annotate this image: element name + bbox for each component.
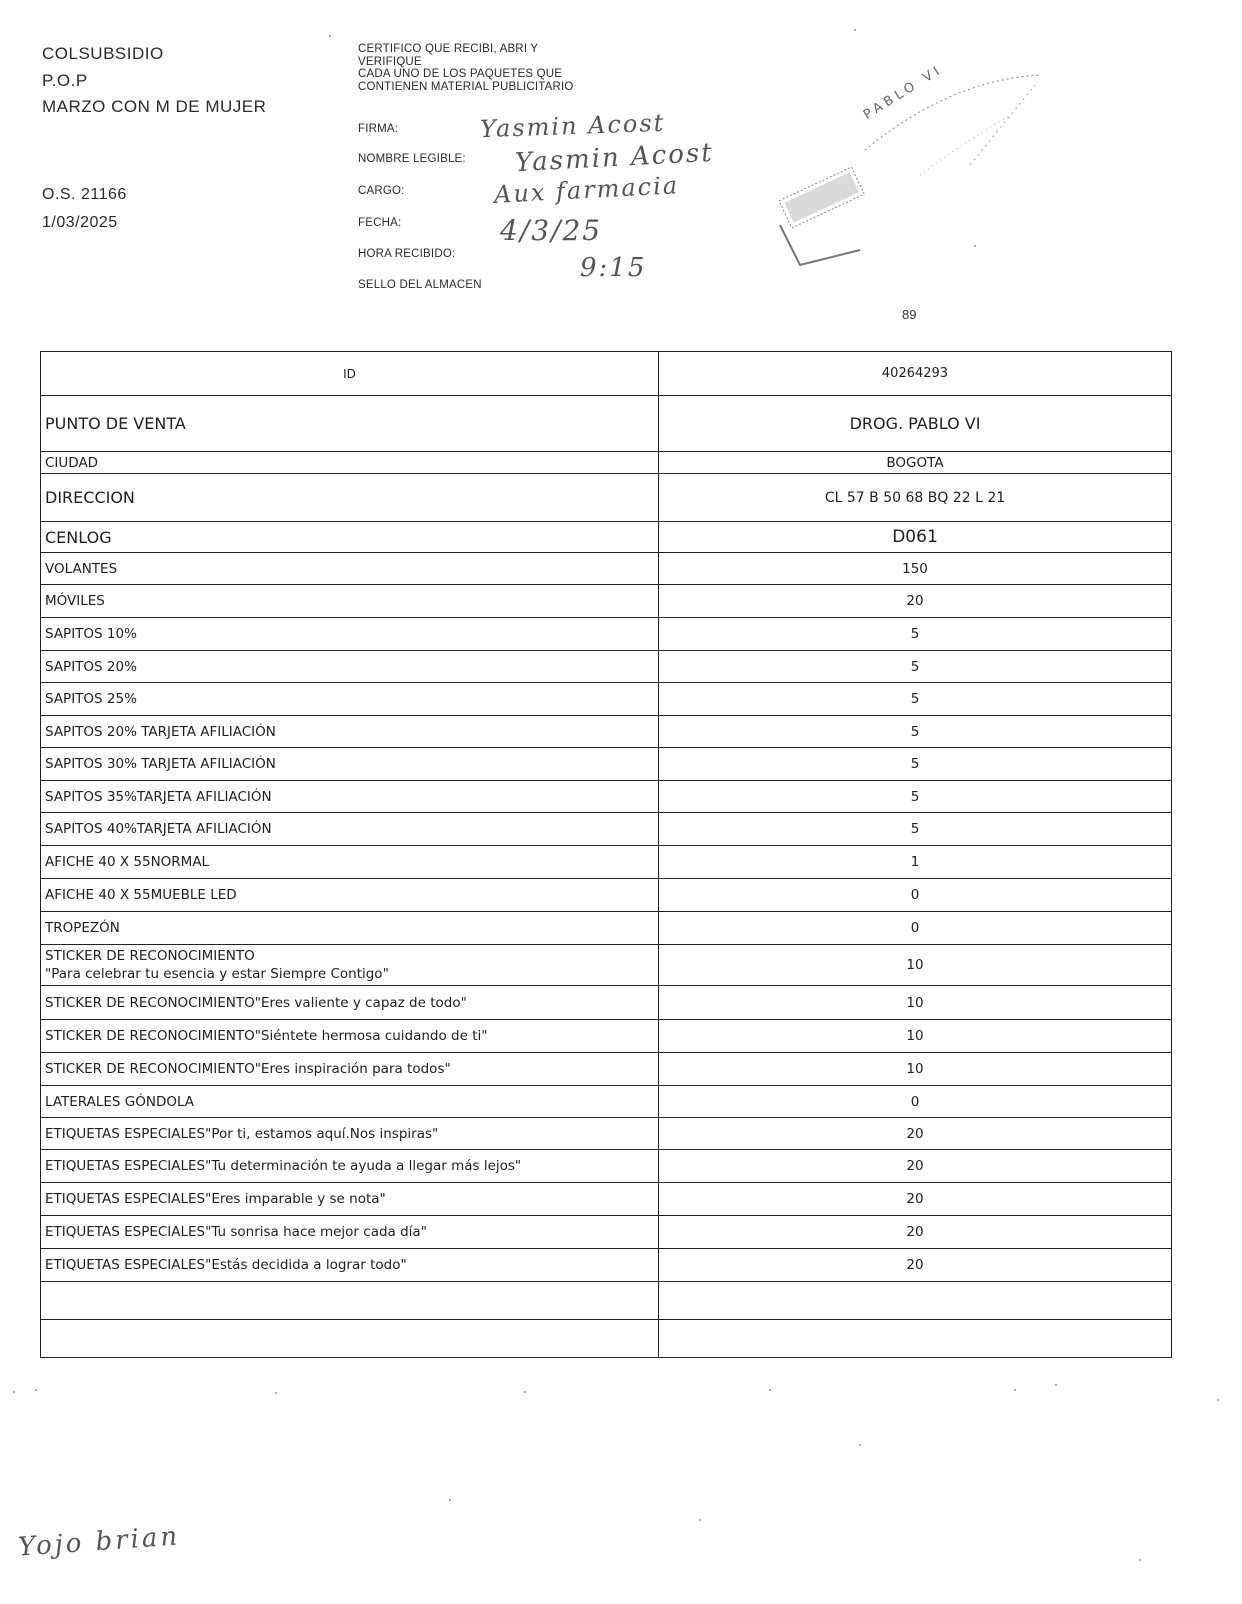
cert-line: CADA UNO DE LOS PAQUETES QUE [358, 68, 563, 80]
field-label-cargo: CARGO: [358, 185, 405, 197]
order-number: O.S. 21166 [42, 186, 127, 203]
row-label: AFICHE 40 X 55NORMAL [41, 846, 659, 879]
row-value: 20 [659, 585, 1172, 618]
row-label: SAPITOS 40%TARJETA AFILIACIÓN [41, 813, 659, 846]
row-value: 5 [659, 683, 1172, 716]
row-label: STICKER DE RECONOCIMIENTO"Eres valiente y capaz de todo" [41, 986, 659, 1020]
row-label: CIUDAD [41, 452, 659, 474]
row-value: 20 [659, 1216, 1172, 1249]
row-label: ETIQUETAS ESPECIALES"Eres imparable y se nota" [41, 1183, 659, 1216]
row-label: SAPITOS 20% TARJETA AFILIACIÓN [41, 716, 659, 748]
row-value: 20 [659, 1150, 1172, 1183]
row-label: SAPITOS 10% [41, 618, 659, 651]
row-value: 20 [659, 1249, 1172, 1282]
cert-line: VERIFIQUE [358, 55, 422, 68]
row-value: 10 [659, 1053, 1172, 1086]
row-value: D061 [659, 522, 1172, 553]
row-value: 5 [659, 651, 1172, 683]
row-value: 20 [659, 1118, 1172, 1150]
header-line: MARZO CON M DE MUJER [42, 97, 267, 116]
footer-signature: Yojo brian [17, 1521, 182, 1563]
row-value: 20 [659, 1183, 1172, 1216]
row-value: 40264293 [659, 352, 1172, 396]
row-label: STICKER DE RECONOCIMIENTO"Eres inspiración para todos" [41, 1053, 659, 1086]
row-value: 0 [659, 879, 1172, 912]
row-label: ETIQUETAS ESPECIALES"Estás decidida a lograr todo" [41, 1249, 659, 1282]
cert-line: CONTIENEN MATERIAL PUBLICITARIO [358, 80, 574, 93]
row-value: 5 [659, 716, 1172, 748]
handwritten-hora: 9:15 [580, 253, 647, 283]
row-value: 150 [659, 553, 1172, 585]
row-label: LATERALES GÓNDOLA [41, 1086, 659, 1118]
handwritten-fecha: 4/3/25 [500, 214, 603, 247]
header-line: COLSUBSIDIO [42, 44, 164, 63]
handwritten-cargo: Aux farmacia [493, 171, 680, 209]
row-value: 10 [659, 1020, 1172, 1053]
row-label: VOLANTES [41, 553, 659, 585]
row-label: SAPITOS 30% TARJETA AFILIACIÓN [41, 748, 659, 781]
header-line: P.O.P [42, 71, 88, 90]
row-label: DIRECCION [41, 474, 659, 522]
row-value: 10 [659, 945, 1172, 986]
row-label: ID [41, 352, 659, 396]
row-label: STICKER DE RECONOCIMIENTO "Para celebrar tu esencia y estar Siempre Contigo" [41, 945, 659, 986]
row-label: CENLOG [41, 522, 659, 553]
stamp-text: PABLO VI [860, 62, 946, 123]
row-label: TROPEZÓN [41, 912, 659, 945]
row-value: 5 [659, 618, 1172, 651]
row-label: ETIQUETAS ESPECIALES"Tu determinación te ayuda a llegar más lejos" [41, 1150, 659, 1183]
row-value: BOGOTA [659, 452, 1172, 474]
field-label-sello: SELLO DEL ALMACEN [358, 279, 482, 291]
handwritten-nombre: Yasmin Acost [514, 137, 715, 179]
field-label-hora: HORA RECIBIDO: [358, 248, 456, 260]
row-label: SAPITOS 25% [41, 683, 659, 716]
row-value: 1 [659, 846, 1172, 879]
page-number: 89 [902, 307, 917, 322]
field-label-firma: FIRMA: [358, 123, 399, 135]
row-label: SAPITOS 35%TARJETA AFILIACIÓN [41, 781, 659, 813]
row-value: 5 [659, 748, 1172, 781]
row-value: 0 [659, 912, 1172, 945]
row-label: ETIQUETAS ESPECIALES"Por ti, estamos aquí.Nos inspiras" [41, 1118, 659, 1150]
row-value: DROG. PABLO VI [659, 396, 1172, 452]
handwritten-firma: Yasmin Acost [479, 108, 666, 144]
field-label-nombre: NOMBRE LEGIBLE: [358, 153, 466, 165]
row-label: SAPITOS 20% [41, 651, 659, 683]
row-value: 10 [659, 986, 1172, 1020]
row-value: 5 [659, 781, 1172, 813]
row-label: ETIQUETAS ESPECIALES"Tu sonrisa hace mejor cada día" [41, 1216, 659, 1249]
row-value: 5 [659, 813, 1172, 846]
row-label: AFICHE 40 X 55MUEBLE LED [41, 879, 659, 912]
cert-line: CERTIFICO QUE RECIBI, ABRI Y [358, 43, 539, 55]
row-label: PUNTO DE VENTA [41, 396, 659, 452]
field-label-fecha: FECHA: [358, 217, 402, 229]
row-value: CL 57 B 50 68 BQ 22 L 21 [659, 474, 1172, 522]
row-label: STICKER DE RECONOCIMIENTO"Siéntete hermosa cuidando de ti" [41, 1020, 659, 1053]
row-label: MÓVILES [41, 585, 659, 618]
row-value: 0 [659, 1086, 1172, 1118]
order-date: 1/03/2025 [42, 214, 118, 231]
